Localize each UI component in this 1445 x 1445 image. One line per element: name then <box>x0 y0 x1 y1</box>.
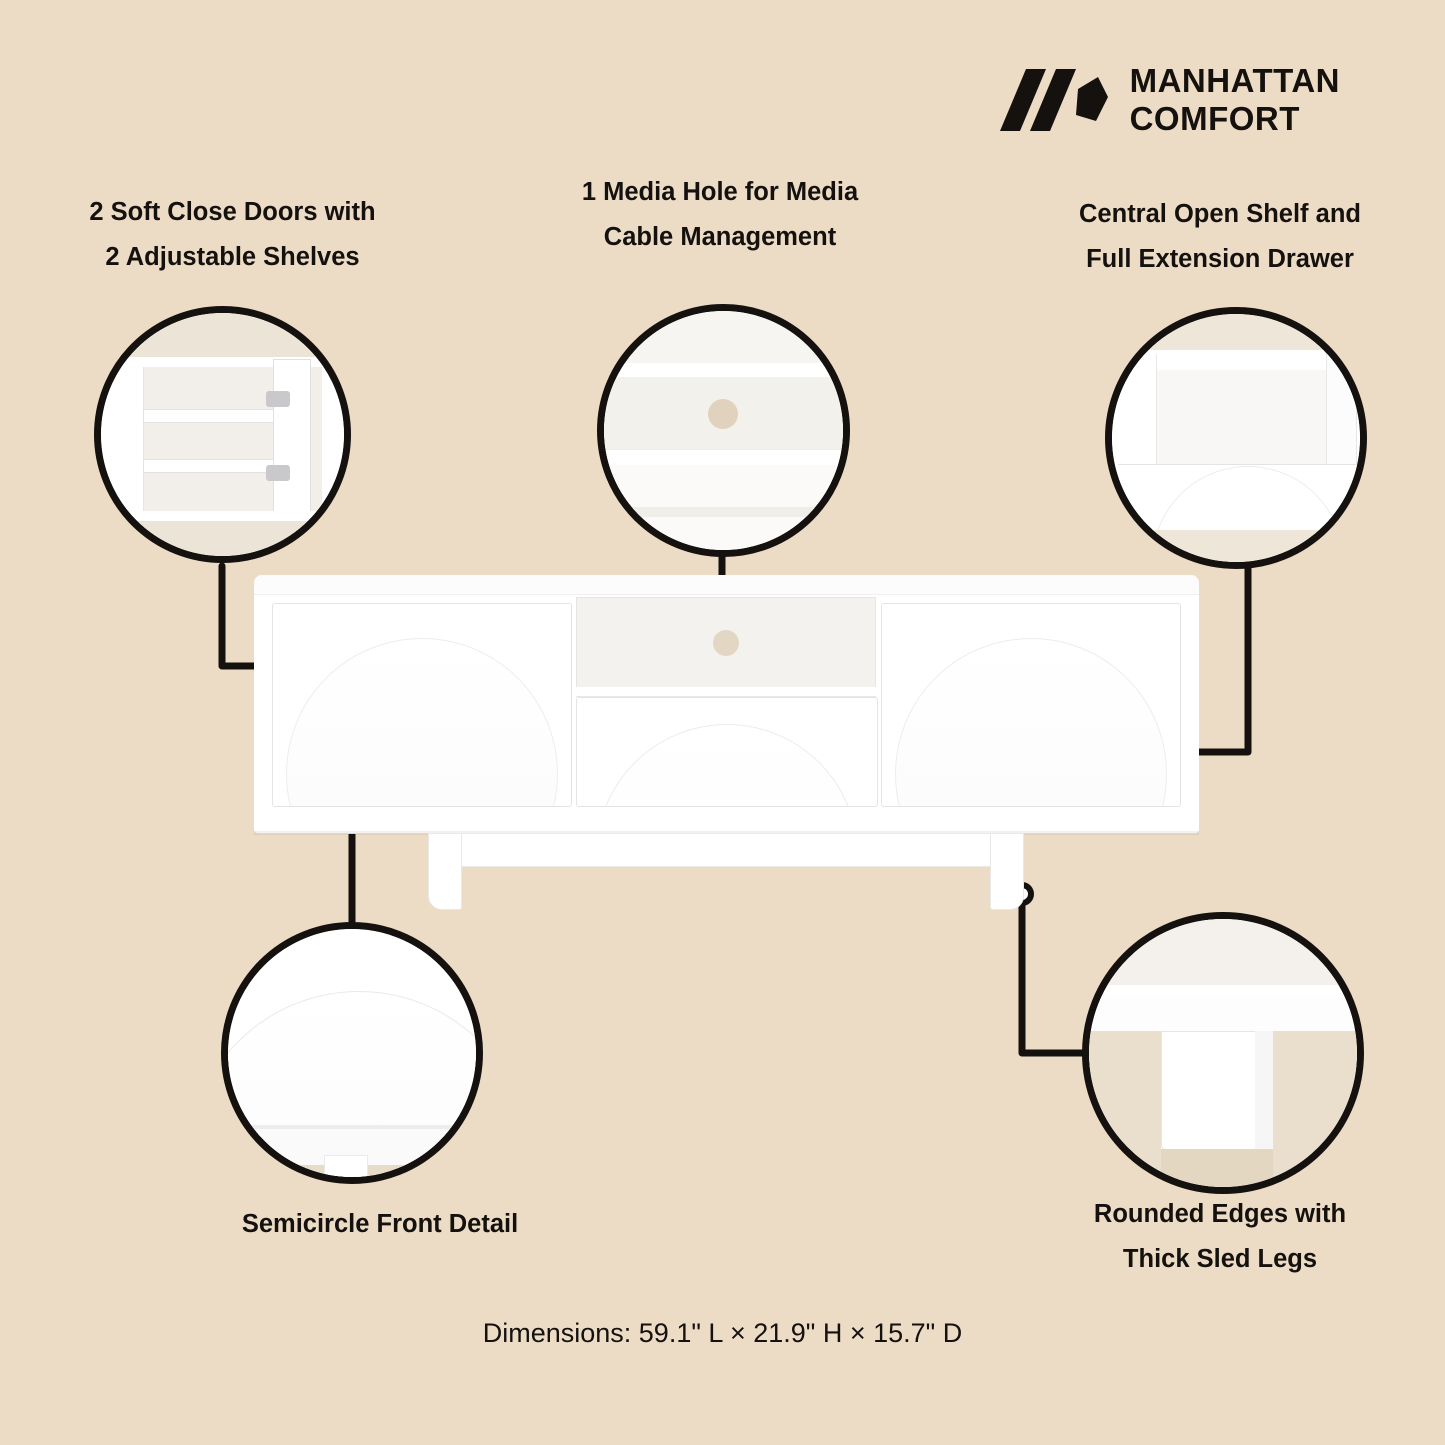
detail-bubble-rounded-edges-legs <box>1082 912 1364 1194</box>
open-cabinet-with-shelves-photo <box>101 313 344 556</box>
detail-bubble-media-hole <box>597 304 850 557</box>
cabinet-door-right <box>881 603 1181 807</box>
sled-leg-left <box>428 833 462 910</box>
semicircle-detail-drawer <box>596 724 858 807</box>
callout-label-line1: Rounded Edges with <box>1093 1200 1347 1228</box>
callout-label-line2: Cable Management <box>603 223 837 251</box>
base-rail <box>429 833 1024 867</box>
cabinet-top-surface <box>254 575 1199 595</box>
callout-label-line2: Full Extension Drawer <box>1086 245 1354 273</box>
callout-label-semicircle-detail <box>125 1202 635 1247</box>
manhattan-comfort-logo-icon <box>1000 69 1108 131</box>
dimensions-text: Dimensions: 59.1" L × 21.9" H × 15.7" D <box>482 1318 963 1348</box>
callout-label-soft-close-doors <box>30 190 435 280</box>
sled-leg-closeup-photo <box>1089 919 1357 1187</box>
brand-logo <box>1000 62 1340 138</box>
sled-leg-right <box>990 833 1024 910</box>
callout-label-line1: Semicircle Front Detail <box>241 1210 519 1238</box>
shelf-divider <box>576 687 876 697</box>
center-drawer <box>576 697 878 807</box>
detail-bubble-central-shelf-drawer <box>1105 307 1367 569</box>
detail-bubble-semicircle-detail <box>221 922 483 1184</box>
cable-management-hole-photo <box>604 311 843 550</box>
callout-label-rounded-edges-legs <box>1020 1192 1420 1282</box>
callout-label-line1: 1 Media Hole for Media <box>581 178 859 206</box>
cabinet-body <box>254 575 1199 833</box>
callout-label-line1: Central Open Shelf and <box>1079 200 1361 228</box>
detail-bubble-soft-close-doors <box>94 306 351 563</box>
open-drawer-photo <box>1112 314 1360 562</box>
callout-label-central-shelf-drawer <box>1020 192 1420 282</box>
semicircle-detail-left <box>286 638 558 807</box>
media-cable-hole-icon <box>713 630 739 656</box>
callout-label-media-hole <box>510 170 930 260</box>
cabinet-door-left <box>272 603 572 807</box>
brand-name <box>1130 62 1340 138</box>
callout-label-line2: Thick Sled Legs <box>1122 1245 1318 1273</box>
central-open-shelf <box>576 597 876 693</box>
callout-label-line1: 2 Soft Close Doors with <box>89 198 376 226</box>
semicircle-detail-right <box>895 638 1167 807</box>
callout-label-line2: 2 Adjustable Shelves <box>105 243 360 271</box>
semicircle-front-closeup-photo <box>228 929 476 1177</box>
brand-name-line2: COMFORT <box>1129 100 1300 137</box>
brand-name-line1: MANHATTAN <box>1129 62 1340 99</box>
product-illustration-tv-stand <box>254 575 1199 920</box>
